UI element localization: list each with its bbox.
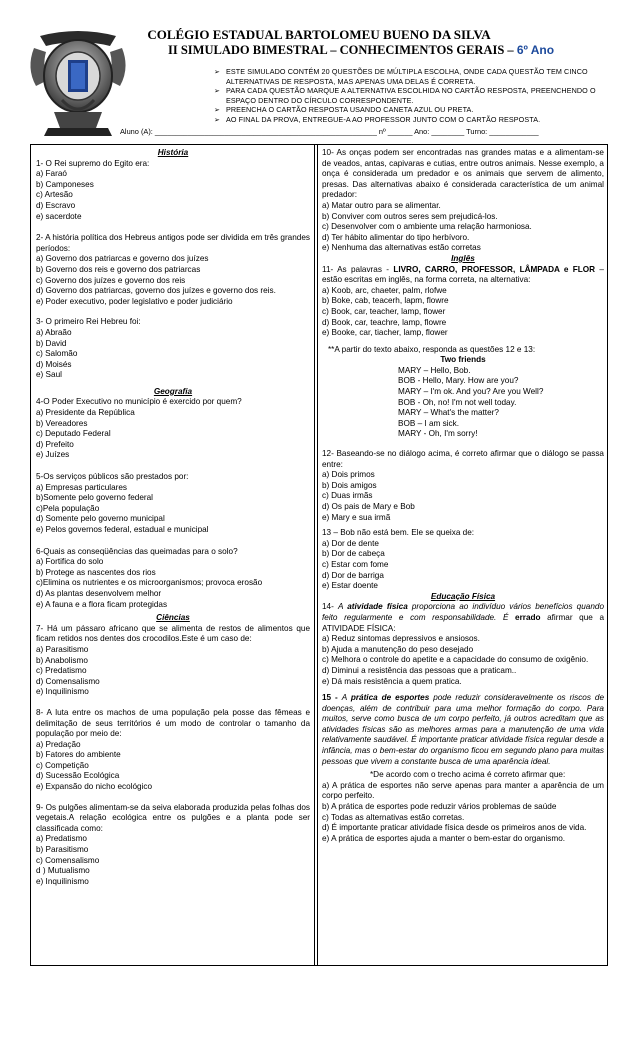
instruction-item [212,86,612,105]
question-11 [322,265,604,339]
option: d) Diminui a resistência das pessoas que a praticam.. [322,665,517,675]
question-stem [322,602,604,634]
instruction-item [212,115,612,125]
option: a) Koob, arc, chaeter, palm, rlofwe [322,285,447,295]
option: a) A prática de esportes não serve apenas para manter a aparência de um corpo perfeito. [322,780,604,801]
instructions [212,67,612,124]
option: a) Predação [36,739,81,749]
question-15 [322,693,604,844]
option: d) Somente pelo governo municipal [36,514,165,524]
question-12 [322,449,604,523]
option: c) Governo dos juízes e governo dos reis [36,275,186,285]
option: c) Competição [36,760,89,770]
question-5 [36,472,310,536]
option: d ) Mutualismo [36,866,90,876]
question-10 [322,148,604,254]
section-title-science: Ciências [156,613,190,623]
dialogue-line: BOB - Oh, no! I'm not well today. [398,397,517,407]
option: e) Inquilinismo [36,687,89,697]
question-stem: 10- As onças podem ser encontradas nas grandes matas e a alimentam-se de veados, antas, capivaras e cutias, entre outros animais. Nesse exemplo, a onça é considerada um predador e os animais que servem de alimento, presas. Das alternativas abaixo é considerada característica de um animal predador: [322,148,604,200]
stem-words: LIVRO, CARRO, PROFESSOR, LÂMPADA e FLOR [393,264,596,274]
option: b) Camponeses [36,179,94,189]
option: b) Dois amigos [322,480,377,490]
question-stem: 4-O Poder Executivo no município é exercido por quem? [36,397,242,407]
dialogue-line: MARY – I'm ok. And you? Are you Well? [398,387,544,397]
question-stem: 8- A luta entre os machos de uma população pela posse das fêmeas e delimitação de seus territórios é um modo de controlar o tamanho da população por meio de: [36,707,310,739]
option: e) Dá mais resistência a quem pratica. [322,676,462,686]
option: a) Predatismo [36,834,87,844]
question-13 [322,528,604,592]
option: a) Empresas particulares [36,482,128,492]
option: a) Governo dos patriarcas e governo dos juízes [36,254,209,264]
column-divider [314,144,318,966]
option: d) Prefeito [36,439,74,449]
arrow-bullet-icon: ➢ [214,105,221,114]
option: a) Dois primos [322,470,375,480]
instruction-text: ESTE SIMULADO CONTÉM 20 QUESTÕES DE MÚLTIPLA ESCOLHA, ONDE CADA QUESTÃO TEM CINCO ALTERNATIVAS DE RESPOSTA, MAS APENAS UMA DELAS É CORRETA. [226,67,588,86]
grade-label: 6º Ano [516,43,555,57]
instruction-text: AO FINAL DA PROVA, ENTREGUE-A AO PROFESSOR JUNTO COM O CARTÃO RESPOSTA. [226,114,541,124]
option: d) Ter hábito alimentar do tipo herbívoro. [322,232,470,242]
section-title-history: História [157,148,189,157]
left-column [36,148,310,887]
option: d) Book, car, teachre, lamp, flowre [322,317,447,327]
option: d) Comensalismo [36,676,100,686]
question-stem: 6-Quais as conseqüências das queimadas para o solo? [36,546,238,556]
option: c) Todas as alternativas estão corretas. [322,812,465,822]
option: e) sacerdote [36,211,82,221]
option: a) Reduz sintomas depressivos e ansiosos. [322,634,480,644]
instruction-text: PARA CADA QUESTÃO MARQUE A ALTERNATIVA ESCOLHIDA NO CARTÃO RESPOSTA, PREENCHENDO O ESPAÇO DENTRO DO CÍRCULO CORRESPONDENTE. [226,86,596,105]
question-stem: 3- O primeiro Rei Hebreu foi: [36,317,141,327]
option: c) Book, car, teacher, lamp, flower [322,306,446,316]
question-stem: 7- Há um pássaro africano que se alimenta de restos de alimentos que ficam retidos nos dentes dos crocodilos.Este é um caso de: [36,623,310,644]
question-stem: 13 – Bob não está bem. Ele se queixa de: [322,528,475,538]
question-number: 15 - [322,693,342,703]
question-stem [322,265,604,286]
option: c)Elimina os nutrientes e os microorganismos; provoca erosão [36,578,263,588]
question-9 [36,803,310,888]
option: b) Fatores do ambiente [36,750,121,760]
option: e) Juízes [36,450,70,460]
option: b) Vereadores [36,418,88,428]
dialogue-line: MARY - Oh, I'm sorry! [398,429,478,439]
exam-title-text: II SIMULADO BIMESTRAL – CONHECIMENTOS GERAIS – [168,43,514,57]
stem-part: A [341,693,351,703]
question-1 [36,159,310,223]
question-7 [36,624,310,698]
option: d) Os pais de Mary e Bob [322,502,415,511]
instruction-item [212,67,612,86]
stem-part: A [337,602,348,612]
arrow-bullet-icon: ➢ [214,114,221,124]
option: b) Ajuda a manutenção do peso desejado [322,644,474,654]
section-title-english: Inglês [451,253,475,263]
passage-title: Two friends [440,355,486,365]
option: b) Dor de cabeça [322,549,385,559]
stem-part: 11- As palavras - [322,264,394,274]
question-stem: 1- O Rei supremo do Egito era: [36,158,150,168]
option: e) Saul [36,370,62,380]
section-title-geography: Geografia [153,386,193,396]
option: a) Presidente da República [36,408,135,418]
stem-term: prática de esportes [350,693,430,703]
option: e) Poder executivo, poder legislativo e poder judiciário [36,296,233,306]
option: d) Escravo [36,200,76,210]
option: b) Boke, cab, teacerh, lapm, flowre [322,296,449,306]
option: e) Pelos governos federal, estadual e municipal [36,525,209,534]
stem-part: – estão escritas em inglês, na forma correta, na alternativa: [322,264,604,285]
option: c) Predatismo [36,666,87,676]
stem-term: atividade física [347,602,408,612]
dialogue-line: BOB - Hello, Mary. How are you? [398,376,519,386]
question-3 [36,317,310,381]
dialogue-passage [322,345,604,440]
option: a) Parasitismo [36,644,89,654]
option: e) Estar doente [322,581,378,591]
option: a) Matar outro para se alimentar. [322,200,441,210]
question-stem: 9- Os pulgões alimentam-se da seiva elaborada produzida pelas folhas dos vegetais.A relação ecológica entre os pulgões e a planta pode ser classificada como: [36,802,310,833]
instruction-text: PREENCHA O CARTÃO RESPOSTA USANDO CANETA AZUL OU PRETA. [226,105,474,114]
option: e) A fauna e a flora ficam protegidas [36,599,168,609]
option: b) Governo dos reis e governo dos patriarcas [36,264,201,274]
instruction-item [212,105,612,115]
option: a) Faraó [36,169,67,179]
stem-part: pode reduzir consideravelmente os riscos de doenças, além de contribuir para uma melhor formação do corpo. Para muitos, serve como busca de um corpo perfeito, já outros acreditam que as atividades físicas são as melhores armas para a manutenção de uma vida relativamente saudável. É importante praticar atividade física regular desde a infância, mas o bem-estar do organismo ficou em segundo plano para muitas pessoas que vivem a constante busca de uma aparência ideal. [322,693,604,766]
question-14 [322,602,604,687]
option: e) Expansão do nicho ecológico [36,782,153,792]
question-number: 14- [322,602,338,612]
question-stem: 12- Baseando-se no diálogo acima, é correto afirmar que o diálogo se passa entre: [322,449,604,469]
option: b) Parasitismo [36,845,89,855]
passage-intro: **A partir do texto abaixo, responda as questões 12 e 13: [328,344,536,354]
question-8 [36,708,310,793]
exam-title [168,43,554,58]
dialogue-line: MARY – Hello, Bob. [398,365,471,375]
option: c)Pela população [36,503,100,513]
option: c) Melhora o controle do apetite e a capacidade do consumo de oxigênio. [322,655,589,665]
stem-part: proporciona ao indivíduo vários benefícios quando feito regularmente e com responsabilidade. É [322,602,604,622]
option: b) Conviver com outros seres sem prejudicá-los. [322,211,498,221]
option: e) Nenhuma das alternativas estão corretas [322,243,481,253]
option: e) Mary e sua irmã [322,512,391,522]
dialogue-line: MARY – What's the matter? [398,408,499,418]
option: d) Sucessão Ecológica [36,771,120,781]
option: b) Anabolismo [36,655,88,665]
arrow-bullet-icon: ➢ [214,67,221,76]
option: b) Protege as nascentes dos rios [36,567,156,577]
option: c) Artesão [36,190,73,200]
question-stem [322,693,604,767]
stem-part: afirmar que a ATIVIDADE FÍSICA: [322,612,605,633]
arrow-bullet-icon: ➢ [214,86,221,95]
option: d) É importante praticar atividade física desde os primeiros anos de vida. [322,823,587,833]
question-prompt: *De acordo com o trecho acima é correto afirmar que: [370,770,566,780]
school-logo [22,28,134,140]
question-stem: 5-Os serviços públicos são prestados por: [36,472,189,482]
option: c) Duas irmãs [322,491,373,501]
option: b)Somente pelo governo federal [36,493,153,503]
option: c) Comensalismo [36,855,100,865]
right-column [322,148,604,844]
option: c) Estar com fome [322,559,389,569]
option: c) Salomão [36,349,78,359]
option: b) David [36,338,67,348]
option: c) Deputado Federal [36,429,111,439]
question-4 [36,397,310,461]
stem-emphasis: errado [515,612,541,622]
option: a) Abraão [36,327,72,337]
school-name: COLÉGIO ESTADUAL BARTOLOMEU BUENO DA SILVA [147,27,491,42]
question-6 [36,547,310,611]
option: e) Inquilinismo [36,876,89,886]
option: d) Dor de barriga [322,570,384,580]
option: b) A prática de esportes pode reduzir vários problemas de saúde [322,802,557,812]
dialogue-line: BOB – I am sick. [398,418,459,428]
option: c) Desenvolver com o ambiente uma relação harmoniosa. [322,222,532,232]
option: d) As plantas desenvolvem melhor [36,588,162,598]
section-title-physical-education: Educação Física [430,591,496,601]
option: d) Moisés [36,359,72,369]
option: a) Dor de dente [322,538,379,548]
student-info-line: Aluno (A): ______________________________________________________ nº ______ Ano: ________ Turno: ____________ [120,127,539,136]
question-stem: 2- A história política dos Hebreus antigos pode ser dividida em três grandes períodos: [36,233,310,253]
option: a) Fortifica do solo [36,557,104,567]
option: d) Governo dos patriarcas, governo dos juízes e governo dos reis. [36,286,276,296]
question-2 [36,233,310,307]
option: e) Booke, car, tiacher, lamp, flower [322,328,448,338]
option: e) A prática de esportes ajuda a manter o bem-estar do organismo. [322,833,566,843]
